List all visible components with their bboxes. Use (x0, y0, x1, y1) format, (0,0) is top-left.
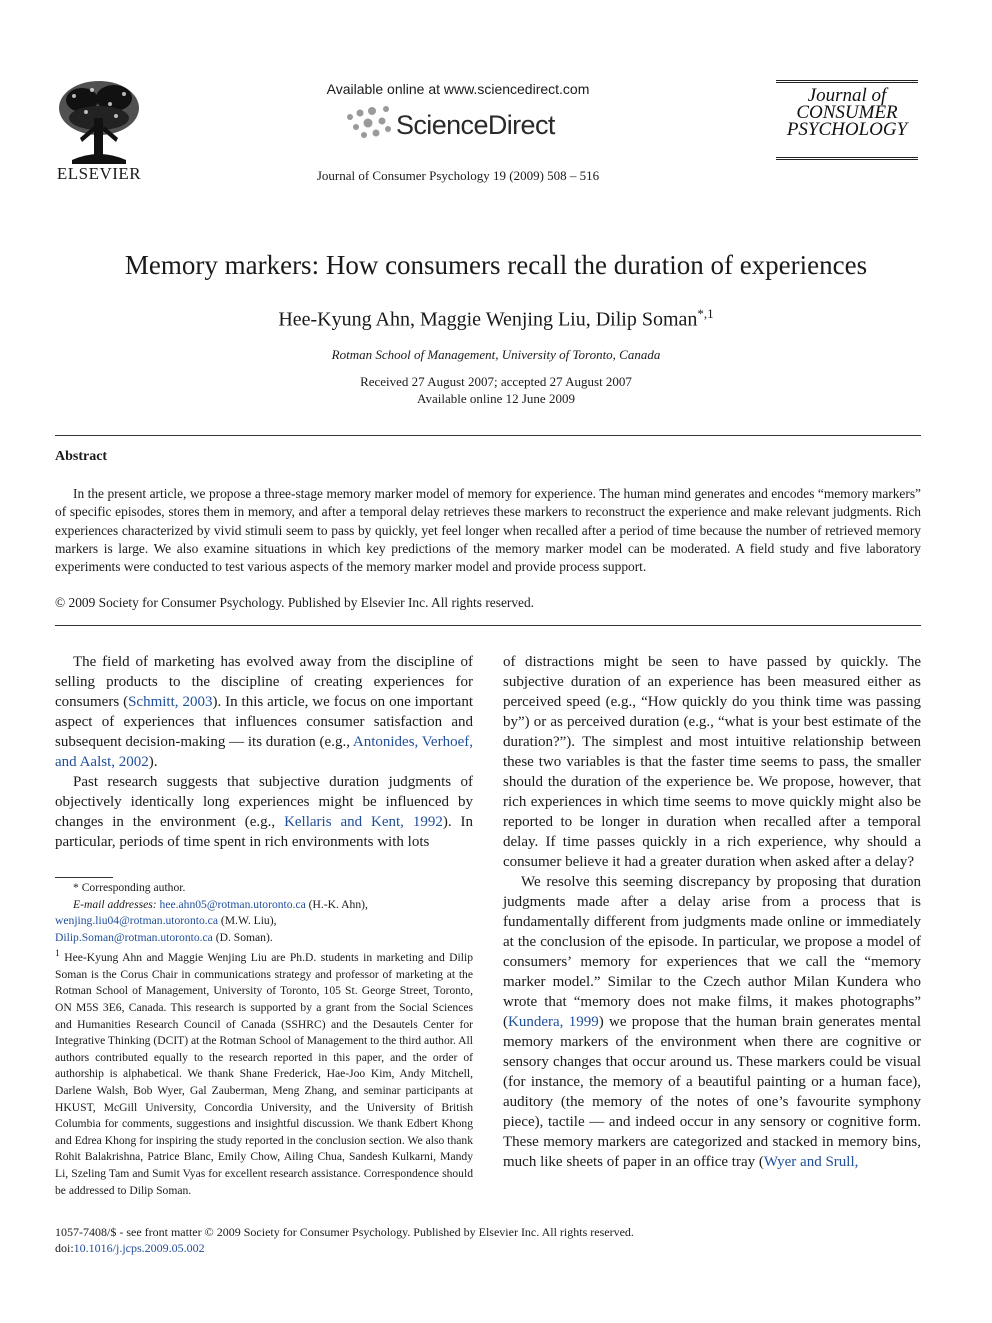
available-online-text[interactable]: Available online at www.sciencedirect.com (326, 81, 590, 97)
citation-link[interactable]: Wyer and Srull, (763, 1154, 859, 1170)
email-line (55, 897, 473, 914)
text-run: (D. Soman). (212, 930, 273, 944)
email-link[interactable]: Dilip.Soman@rotman.utoronto.ca (55, 930, 213, 944)
divider (55, 435, 921, 436)
journal-logo (776, 80, 918, 160)
journal-logo-line: Journal of (807, 85, 887, 106)
text-run: Past research suggests that subjective duration judgments of objectively identically long experiences might be influenced by changes in the environment (e.g., (55, 774, 473, 830)
citation-link[interactable]: Antonides, Verhoef, and Aalst, 2002 (55, 734, 473, 770)
footnote-rule (55, 877, 113, 878)
text-run: We resolve this seeming discrepancy by proposing that duration judgments made after a delay arise from a process that is fundamentally different from judgments made online or immediately at the conclusion of the episode. In particular, we propose a model of consumers’ memory for experiences that we call the “memory marker model.” Similar to the Czech author Milan Kundera who wrote that “memory does not make films, it makes photographs” ( (503, 874, 921, 1030)
email-label: E-mail addresses: (73, 897, 157, 911)
email-line (55, 913, 473, 930)
body-column-left (55, 652, 473, 852)
online-date: Available online 12 June 2009 (417, 391, 575, 406)
front-matter-footer (55, 1224, 921, 1256)
author-footnote-marks[interactable]: *,1 (697, 306, 714, 321)
body-paragraph (55, 652, 473, 772)
doi-link[interactable]: 10.1016/j.jcps.2009.05.002 (73, 1241, 205, 1255)
body-paragraph (55, 772, 473, 852)
journal-logo-line: PSYCHOLOGY (786, 119, 908, 140)
author-names: Hee-Kyung Ahn, Maggie Wenjing Liu, Dilip Soman (278, 308, 698, 331)
text-run: (H.-K. Ahn), (305, 897, 368, 911)
text-run: ) we propose that the human brain generates mental memory markers of the environment when there are cognitive or sensory changes that occur around us. These markers could be visual (for instance, the memory of a beautiful painting or a human face), auditory (the memory of the notes of one’s favourite symphony piece), tactile — and indeed occur in any sensory or cognitive form. These memory markers are categorized and stacked in memory bins, much like sheets of paper in an office tray ( (503, 1014, 921, 1170)
email-link[interactable]: wenjing.liu04@rotman.utoronto.ca (55, 914, 218, 928)
affiliation: Rotman School of Management, University of Toronto, Canada (331, 347, 661, 362)
corresponding-author-note: * Corresponding author. (73, 881, 186, 894)
body-paragraph (503, 872, 921, 1172)
received-date: Received 27 August 2007; accepted 27 August 2007 (360, 374, 632, 389)
issn-line: 1057-7408/$ - see front matter © 2009 Society for Consumer Psychology. Published by Elsevier Inc. All rights reserved. (55, 1225, 634, 1239)
citation-link[interactable]: Kellaris and Kent, 1992 (284, 814, 443, 830)
citation-link[interactable]: Schmitt, 2003 (128, 694, 213, 710)
article-title: Memory markers: How consumers recall the duration of experiences (124, 250, 868, 280)
abstract-paragraph: In the present article, we propose a three-stage memory marker model of memory for experience. The human mind generates and encodes “memory markers” of specific episodes, stores them in memory, and after a temporal delay retrieves these markers to reconstruct the experience and make relevant judgments. Rich experiences characterized by vivid stimuli seem to pass by quickly, yet feel longer when recalled after a period of time because the number of retrieved memory markers is large. We also examine situations in which key predictions of the memory marker model can be moderated. A field study and five laboratory experiments were conducted to test various aspects of the memory marker model and provide process support. (55, 486, 921, 575)
author-list (40, 306, 952, 332)
body-paragraph: of distractions might be seen to have passed by quickly. The subjective duration of an experience has been measured either as perceived speed (e.g., “How quickly do you think time was passing by”) or as perceived duration (e.g., “what is your best estimate of the duration?”). The simplest and most intuitive relationship between these two variables is that the faster time seems to pass, the smaller should the duration of the experience be. We propose, however, that rich experiences in which time seems to move quickly might also be reported to be longer in duration when recalled after a temporal delay. If time passes quickly in a rich experience, why should a consumer believe it had a greater duration when asked after a delay? (503, 654, 921, 870)
sciencedirect-wordmark[interactable]: ScienceDirect (396, 110, 555, 140)
article-dates (40, 373, 952, 407)
footnotes (55, 880, 473, 1199)
publisher-wordmark: ELSEVIER (56, 164, 142, 183)
text-run: ). (148, 754, 158, 770)
abstract-heading: Abstract (55, 449, 108, 464)
text-run: ). In this article, we focus on one important aspect of experiences that influences consumer satisfaction and subsequent decision-making — its duration (e.g., (55, 694, 473, 750)
abstract-body (55, 485, 921, 576)
text-run: Hee-Kyung Ahn and Maggie Wenjing Liu are Ph.D. students in marketing and Dilip Soman is the Corus Chair in communications strategy and professor of marketing at the Rotman School of Management, University of Toronto, 105 St. George Street, Toronto, ON M5S 3E6, Canada. This research is supported by a grant from the Social Sciences and Humanities Research Council of Canada (SSHRC) and the Desautels Center for Integrative Thinking (DCIT) at the Rotman School of Management to the third author. All authors contributed equally to the research reported in this paper, and the order of authorship is alphabetical. We thank Shane Frederick, Hae-Joo Kim, Andy Mitchell, Darlene Walsh, Bob Wyer, Gal Zauberman, Meng Zhang, and seminar participants at HKUST, McGill University, Concordia University, and the University of British Columbia for comments, suggestions and insightful discussion. We thank Edbert Khong and Edrea Khong for inspiring the study reported in the conclusion section. We also thank Rohit Balakrishna, Patrice Blanc, Emily Chow, Ailing Chua, Sandesh Kulkarni, Mandy Li, Szeling Tam and Sumit Vyas for excellent research assistance. Correspondence should be addressed to Dilip Soman. (55, 951, 473, 1197)
text-run: The field of marketing has evolved away from the discipline of selling products to the discipline of creating experiences for consumers ( (55, 654, 473, 710)
journal-citation: Journal of Consumer Psychology 19 (2009) 508 – 516 (316, 168, 600, 183)
footnote-1 (55, 946, 473, 1199)
text-run: (M.W. Liu), (217, 914, 277, 928)
abstract-copyright: © 2009 Society for Consumer Psychology. Published by Elsevier Inc. All rights reserved. (55, 595, 535, 610)
body-column-right (503, 652, 921, 1172)
journal-logo-line: CONSUMER (796, 102, 898, 123)
doi-label: doi: (55, 1241, 74, 1255)
divider (55, 625, 921, 626)
text-run: ). In particular, periods of time spent in rich environments with lots (55, 814, 473, 850)
citation-link[interactable]: Kundera, 1999 (508, 1014, 599, 1030)
email-link[interactable]: hee.ahn05@rotman.utoronto.ca (159, 897, 306, 911)
doi-line (55, 1240, 921, 1256)
email-line (55, 930, 473, 947)
footnote-mark: 1 (55, 948, 60, 960)
